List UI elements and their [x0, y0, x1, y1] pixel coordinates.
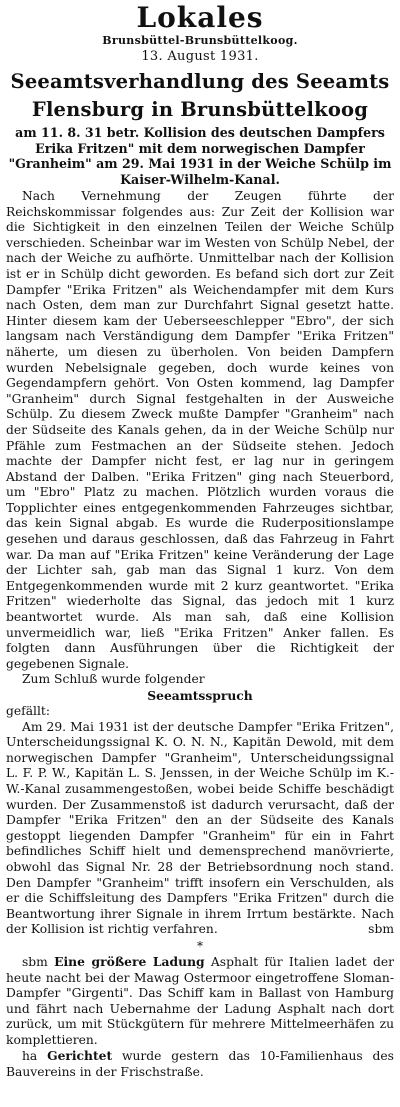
news-lead: Gerichtet	[47, 1048, 113, 1064]
local-news	[6, 954, 394, 1081]
section-heading: Seeamtsspruch	[147, 688, 253, 703]
divider-star: *	[197, 938, 203, 953]
news-item	[6, 1048, 394, 1080]
article-paragraph: Nach Vernehmung der Zeugen führte der Reichskommissar folgendes aus: Zur Zeit der Kollision war die Sichtigkeit in den einzelnen Teilen der Weiche Schülp verschieden. Scheinbar war im Westen von Schülp Nebel, der nach der Weiche zu aufhörte. Unmittelbar nach der Kollision ist er in Schülp dicht geworden. Es befand sich dort zur Zeit Dampfer "Erika Fritzen" als Weichendampfer mit dem Kurs nach Osten, dem man zur Durchfahrt Signal gesetzt hatte. Hinter diesem kam der Ueberseeschlepper "Ebro", der sich langsam nach Verständigung dem Dampfer "Erika Fritzen" näherte, um diesen zu überholen. Von beiden Dampfern wurden Nebelsignale gegeben, doch wurde keines von Gegendampfern gehört. Von Osten kommend, lag Dampfer "Granheim" durch Signal festgehalten in der Ausweiche Schülp. Zu diesem Zweck mußte Dampfer "Granheim" nach der Südseite des Kanals gehen, da in der Weiche Schülp nur Pfähle zum Festmachen an der Südseite stehen. Jedoch machte der Dampfer nicht fest, er lag nur in geringem Abstand der Dalben. "Erika Fritzen" ging nach Steuerbord, um "Ebro" Platz zu machen. Plötzlich wurden voraus die Topplichter eines entgegenkommenden Fahrzeuges sichtbar, das kein Signal abgab. Es wurde die Ruderpositionslampe gesehen und daraus geschlossen, daß das Fahrzeug in Fahrt war. Da man auf "Erika Fritzen" keine Veränderung der Lage der Lichter sah, gab man das Signal 1 kurz. Von dem Entgegenkommenden wurde mit 2 kurz geantwortet. "Erika Fritzen" wiederholte das Signal, das jedoch mit 1 kurz beantwortet wurde. Als man sah, daß eine Kollision unvermeidlich war, ließ "Erika Fritzen" Anker fallen. Es folgten dann Ausführungen über die Richtigkeit der gegebenen Signale.	[6, 189, 394, 671]
news-prefix: ha	[22, 1049, 38, 1064]
article-headline-line-1: Seeamtsverhandlung des Seeamts	[10, 70, 390, 93]
article-deck: am 11. 8. 31 betr. Kollision des deutschen Dampfers Erika Fritzen" mit dem norwegischen Dampfer "Granheim" am 29. Mai 1931 in der Weiche Schülp im Kaiser-Wilhelm-Kanal.	[8, 125, 392, 187]
masthead: Lokales	[136, 1, 264, 34]
verdict-text: Am 29. Mai 1931 ist der deutsche Dampfer "Erika Fritzen", Unterscheidungssignal K. O. N. N., Kapitän Dewold, mit dem norwegischen Dampfer "Granheim", Unterscheidungssignal L. F. P. W., Kapitän L. S. Jenssen, in der Weiche Schülp im K.-W.-Kanal zusammengestoßen, wobei beide Schiffe beschädigt wurden. Der Zusammenstoß ist dadurch verursacht, daß der Dampfer "Erika Fritzen" den an der Südseite des Kanals gestoppt liegenden Dampfer "Granheim" für ein in Fahrt befindliches Schiff hielt und demensprechend manövrierte, obwohl das Signal Nr. 28 der Betriebsordnung noch stand. Den Dampfer "Granheim" trifft insofern ein Verschulden, als er die Schiffsleitung des Dampfers "Erika Fritzen" durch die Beantwortung ihrer Signale in ihrem Irrtum bestärkte. Nach der Kollision ist richtig verfahren.	[6, 719, 394, 937]
article-paragraph	[6, 720, 394, 938]
article-headline-line-2: Flensburg in Brunsbüttelkoog	[31, 98, 369, 121]
article-body	[6, 189, 394, 938]
news-text: wurde gestern das 10-Familienhaus des Bauvereins in der Frischstraße.	[6, 1049, 394, 1080]
news-text: Asphalt für Italien ladet der heute nacht bei der Mawag Ostermoor eingetroffene Sloman-Dampfer "Girgenti". Das Schiff kam in Ballast von Hamburg und fährt nach Uebernahme der Ladung Asphalt nach dort zurück, um mit Stückgütern für mehrere Mittelmeerhäfen zu komplettieren.	[6, 954, 394, 1047]
article-paragraph: Zum Schluß wurde folgender	[22, 672, 205, 687]
article-paragraph: gefällt:	[6, 704, 50, 718]
date-line: 13. August 1931.	[141, 49, 259, 64]
place-line: Brunsbüttel-Brunsbüttelkoog.	[102, 34, 298, 47]
news-prefix: sbm	[22, 954, 48, 969]
news-lead: Eine größere Ladung	[54, 953, 205, 969]
news-item	[6, 954, 394, 1049]
author-signoff: sbm	[368, 922, 394, 937]
